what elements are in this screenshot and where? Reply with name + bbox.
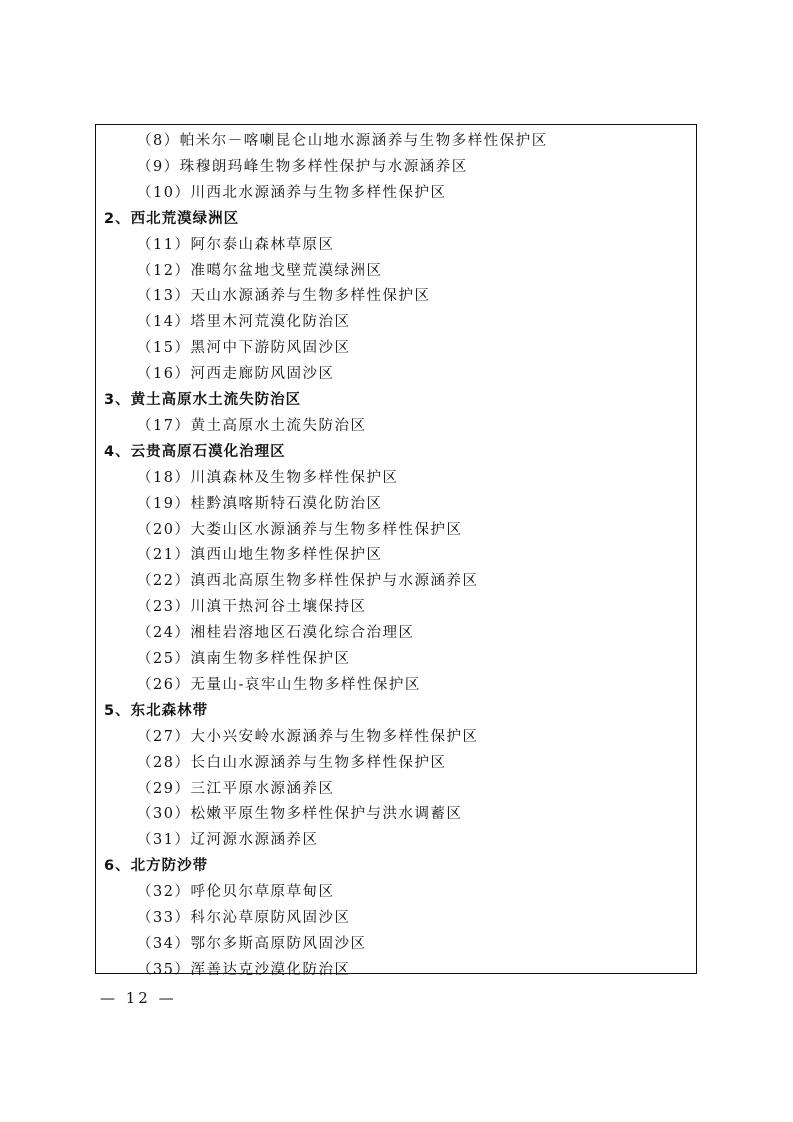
list-item: （14）塔里木河荒漠化防治区 — [137, 314, 351, 331]
list-item: （30）松嫩平原生物多样性保护与洪水调蓄区 — [137, 806, 463, 823]
list-item: （25）滇南生物多样性保护区 — [137, 651, 351, 667]
list-item: （18）川滇森林及生物多样性保护区 — [137, 469, 399, 486]
section-heading: 5、东北森林带 — [104, 702, 209, 719]
list-item: （17）黄土高原水土流失防治区 — [137, 417, 367, 434]
list-item: （23）川滇干热河谷土壤保持区 — [137, 599, 367, 616]
section-heading: 6、北方防沙带 — [104, 858, 209, 875]
list-item: （8）帕米尔－喀喇昆仑山地水源涵养与生物多样性保护区 — [137, 133, 548, 149]
list-item: （33）科尔沁草原防风固沙区 — [137, 910, 351, 926]
list-item: （9）珠穆朗玛峰生物多样性保护与水源涵养区 — [137, 158, 468, 175]
list-item: （15）黑河中下游防风固沙区 — [137, 340, 351, 357]
list-item: （31）辽河源水源涵养区 — [137, 832, 319, 849]
list-item: （16）河西走廊防风固沙区 — [137, 366, 335, 383]
list-item: （32）呼伦贝尔草原草甸区 — [137, 884, 335, 901]
list-item: （13）天山水源涵养与生物多样性保护区 — [137, 288, 431, 305]
list-item: （27）大小兴安岭水源涵养与生物多样性保护区 — [137, 728, 479, 745]
list-item: （24）湘桂岩溶地区石漠化综合治理区 — [137, 625, 415, 642]
list-item: （34）鄂尔多斯高原防风固沙区 — [137, 935, 367, 952]
content-box — [95, 124, 697, 978]
list-item: （10）川西北水源涵养与生物多样性保护区 — [137, 184, 447, 201]
list-item: （29）三江平原水源涵养区 — [137, 780, 335, 797]
list-item: （28）长白山水源涵养与生物多样性保护区 — [137, 754, 447, 771]
list-item: （35）浑善达克沙漠化防治区 — [137, 961, 351, 978]
section-heading: 2、西北荒漠绿洲区 — [104, 210, 240, 227]
page-number: — 12 — — [100, 989, 177, 1007]
list-item: （26）无量山-哀牢山生物多样性保护区 — [137, 676, 421, 693]
list-item: （19）桂黔滇喀斯特石漠化防治区 — [137, 495, 383, 512]
section-heading: 3、黄土高原水土流失防治区 — [104, 392, 302, 408]
list-item: （11）阿尔泰山森林草原区 — [137, 236, 335, 253]
list-item: （21）滇西山地生物多样性保护区 — [137, 547, 383, 564]
section-heading: 4、云贵高原石漠化治理区 — [104, 443, 286, 460]
list-item: （22）滇西北高原生物多样性保护与水源涵养区 — [137, 573, 479, 590]
list-item: （12）准噶尔盆地戈壁荒漠绿洲区 — [137, 262, 383, 279]
list-item: （20）大娄山区水源涵养与生物多样性保护区 — [137, 521, 463, 538]
